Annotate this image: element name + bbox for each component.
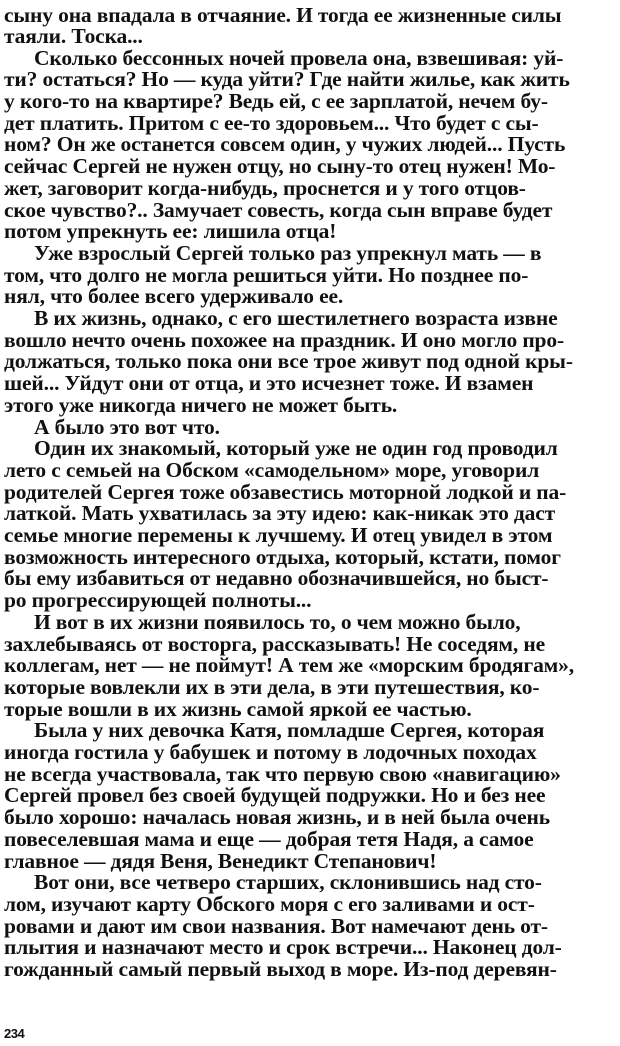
- line-text: дет платить. Притом с ее-то здоровьем... Что будет с сы-: [4, 111, 539, 135]
- text-line: [0, 957, 620, 982]
- line-text: Сколько бессонных ночей провела она, взвешивая: уй-: [34, 46, 564, 70]
- line-text: латкой. Мать ухватилась за эту идею: как-никак это даст: [4, 501, 556, 525]
- line-text: семье многие перемены к лучшему. И отец увидел в этом: [4, 523, 553, 547]
- line-text: жет, заговорит когда-нибудь, проснется и у того отцов-: [4, 176, 526, 200]
- line-text: таяли. Тоска...: [4, 24, 143, 48]
- line-text: коллегам, нет — не поймут! А тем же «морским бродягам»,: [4, 653, 574, 677]
- page-number: 234: [4, 1026, 25, 1041]
- line-text: этого уже никогда ничего не может быть.: [4, 393, 398, 417]
- line-text: плытия и назначают место и срок встречи... Наконец дол-: [4, 935, 562, 959]
- line-text: потом упрекнуть ее: лишила отца!: [4, 219, 337, 243]
- line-text: сейчас Сергей не нужен отцу, но сыну-то отец нужен! Мо-: [4, 154, 556, 178]
- line-text: было хорошо: началась новая жизнь, и в ней была очень: [4, 805, 550, 829]
- line-text: вошло нечто очень похожее на праздник. И оно могло про-: [4, 328, 564, 352]
- line-text: родителей Сергея тоже обзавестись моторной лодкой и па-: [4, 480, 567, 504]
- line-text: иногда гостила у бабушек и потому в лодочных походах: [4, 740, 537, 764]
- line-text: В их жизнь, однако, с его шестилетнего возраста извне: [34, 306, 558, 330]
- line-text: Вот они, все четверо старших, склонившись над сто-: [34, 870, 542, 894]
- line-text: которые вовлекли их в эти дела, в эти путешествия, ко-: [4, 675, 540, 699]
- line-text: ровами и дают им свои названия. Вот намечают день от-: [4, 914, 548, 938]
- line-text: Уже взрослый Сергей только раз упрекнул мать — в: [34, 241, 542, 265]
- line-text: сыну она впадала в отчаяние. И тогда ее жизненные силы: [4, 3, 562, 27]
- line-text: бы ему избавиться от недавно обозначившейся, но быст-: [4, 566, 549, 590]
- line-text: ном? Он же останется совсем один, у чужих людей... Пусть: [4, 132, 566, 156]
- line-text: ское чувство?.. Замучает совесть, когда сын вправе будет: [4, 198, 553, 222]
- line-text: не всегда участвовала, так что первую свою «навигацию»: [4, 762, 561, 786]
- line-text: главное — дядя Веня, Венедикт Степанович!: [4, 849, 437, 873]
- line-text: Была у них девочка Катя, помладше Сергея, которая: [34, 718, 545, 742]
- line-text: И вот в их жизни появилось то, о чем можно было,: [34, 610, 521, 634]
- line-text: лето с семьей на Обском «самодельном» море, уговорил: [4, 458, 540, 482]
- line-text: должаться, только пока они все трое живут под одной кры-: [4, 349, 573, 373]
- line-text: возможность интересного отдыха, который, кстати, помог: [4, 545, 561, 569]
- line-text: у кого-то на квартире? Ведь ей, с ее зарплатой, нечем бу-: [4, 89, 548, 113]
- line-text: повеселевшая мама и еще — добрая тетя Надя, а самое: [4, 827, 534, 851]
- line-text: Сергей провел без своей будущей подружки. Но и без нее: [4, 783, 546, 807]
- line-text: захлебываясь от восторга, рассказывать! Не соседям, не: [4, 632, 546, 656]
- line-text: Один их знакомый, который уже не один год проводил: [34, 436, 558, 460]
- line-text: ти? остаться? Но — куда уйти? Где найти жилье, как жить: [4, 67, 570, 91]
- line-text: ро прогрессирующей полноты...: [4, 588, 312, 612]
- line-text: торые вошли в их жизнь самой яркой ее частью.: [4, 697, 472, 721]
- line-text: А было это вот что.: [34, 415, 220, 439]
- line-text: гожданный самый первый выход в море. Из-под деревян-: [4, 957, 557, 981]
- line-text: том, что долго не могла решиться уйти. Но позднее по-: [4, 263, 529, 287]
- line-text: шей... Уйдут они от отца, и это исчезнет тоже. И взамен: [4, 371, 534, 395]
- line-text: нял, что более всего удерживало ее.: [4, 284, 344, 308]
- line-text: лом, изучают карту Обского моря с его заливами и ост-: [4, 892, 535, 916]
